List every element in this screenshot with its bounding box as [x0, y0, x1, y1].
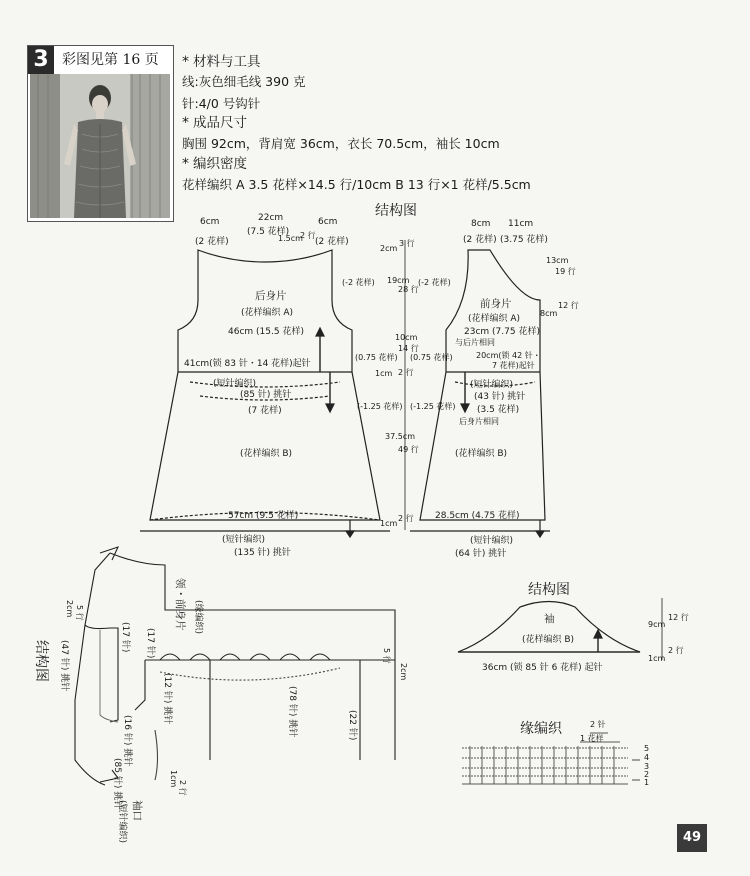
- cuff-2row: 2 行: [178, 780, 187, 796]
- mid-1cm: 1cm: [375, 369, 393, 378]
- back-2pat-right: (2 花样): [315, 237, 349, 247]
- mid-375cm: 37.5cm: [385, 432, 416, 441]
- front-same-as-back-2: 后身片相同: [459, 417, 499, 426]
- front-piece-title: 前身片: [480, 298, 512, 310]
- mid-1cm-bottom: 1cm: [380, 519, 398, 528]
- edge-47-pickup: (47 针) 挑针: [59, 640, 69, 692]
- mid-125-left: (-1.25 花样): [357, 402, 403, 411]
- edge-diagram-title: 结构图: [33, 640, 49, 682]
- edge-knit-row-5: 5: [644, 744, 650, 753]
- edge-16-pickup: (16 针) 挑针: [122, 715, 132, 767]
- front-375pat: (3.75 花样): [500, 235, 548, 245]
- back-7pat: (7 花样): [248, 406, 282, 416]
- back-22cm-label: 22cm: [258, 213, 284, 223]
- front-pattern-b: (花样编织 B): [455, 449, 508, 459]
- mid-49row: 49 行: [398, 445, 419, 454]
- sleeve-width: 36cm (锁 85 针 6 花样) 起针: [482, 663, 603, 673]
- mid-075-left: (0.75 花样): [355, 353, 398, 362]
- see-page-note: 彩图见第 16 页: [62, 52, 159, 68]
- back-15cm: 1.5cm: [278, 234, 303, 243]
- sleeve-12row: 12 行: [668, 613, 689, 622]
- cuff-edge-stitch: (短针编织): [117, 800, 127, 844]
- front-2pat: (2 花样): [463, 235, 497, 245]
- back-85-pickup: (85 针) 挑针: [240, 390, 292, 400]
- page-number: 49: [677, 824, 707, 852]
- sleeve-1cm: 1cm: [648, 654, 666, 663]
- back-75pat-label: (7.5 花样): [247, 227, 290, 237]
- edge-knit-row-2: 2: [644, 770, 650, 779]
- back-pattern-b: (花样编织 B): [240, 449, 293, 459]
- back-start-chain: 41cm(锁 83 针・14 花样)起针: [184, 359, 311, 369]
- back-hem-short: (短针编织): [222, 535, 266, 545]
- mid-3row: 3 行: [399, 239, 415, 248]
- edge-2cm: 2cm: [65, 600, 74, 618]
- size-spec: 胸围 92cm，背肩宽 36cm，衣长 70.5cm，袖长 10cm: [182, 136, 500, 151]
- edge-5row-b: 5 行: [382, 648, 391, 664]
- back-hem-width: 57cm (9.5 花样): [228, 511, 299, 521]
- edge-knit-row-3: 3: [644, 762, 650, 771]
- front-same-as-back: 与后片相同: [455, 338, 495, 347]
- edge-knit-pattern: 1 花样: [580, 734, 604, 743]
- edge-22: (22 针): [347, 710, 357, 741]
- edge-12-pickup: (12 针) 挑针: [162, 673, 172, 725]
- edge-front-label: 领・前身片: [174, 578, 186, 631]
- front-43-pickup: (43 针) 挑针: [474, 392, 526, 402]
- edge-17-a: (17 针): [120, 622, 130, 653]
- back-short-stitch: (短针编织): [213, 379, 257, 389]
- back-piece-title: 后身片: [255, 290, 287, 302]
- mid-2cm: 2cm: [380, 244, 398, 253]
- back-chest-width: 46cm (15.5 花样): [228, 327, 304, 337]
- back-6cm-right: 6cm: [318, 217, 338, 227]
- mid-10cm: 10cm: [395, 333, 418, 342]
- front-hem-width: 28.5cm (4.75 花样): [435, 511, 520, 521]
- edge-knit-row-4: 4: [644, 753, 650, 762]
- yarn-spec: 线:灰色细毛线 390 克: [182, 74, 306, 89]
- back-2row: 2 行: [300, 231, 316, 240]
- cuff-label: 袖口: [131, 800, 143, 821]
- sleeve-2row: 2 行: [668, 646, 684, 655]
- sleeve-diagram-title: 结构图: [528, 582, 570, 598]
- front-short-stitch: (短针编织): [470, 380, 514, 390]
- mid-2row-bottom: 2 行: [398, 514, 414, 523]
- edge-2cm-b: 2cm: [399, 663, 408, 681]
- mid-14row: 14 行: [398, 344, 419, 353]
- mid-19cm: 19cm: [387, 276, 410, 285]
- back-135-pickup: (135 针) 挑针: [234, 548, 291, 558]
- edge-knit-row-1: 1: [644, 778, 650, 787]
- front-8cm-right: 8cm: [540, 309, 558, 318]
- edge-knit-title: 缘编织: [520, 721, 562, 737]
- pattern-number-badge: 3: [28, 46, 54, 74]
- sleeve-9cm: 9cm: [648, 620, 666, 629]
- back-6cm-label: 6cm: [200, 217, 220, 227]
- front-12row: 12 行: [558, 301, 579, 310]
- front-19row: 19 行: [555, 267, 576, 276]
- edge-knit-label: (缘编织): [193, 600, 203, 635]
- front-8cm: 8cm: [471, 219, 491, 229]
- front-7pat-start: 7 花样)起针: [492, 361, 535, 370]
- mid-075-right: (0.75 花样): [410, 353, 453, 362]
- mid-neg2-left: (-2 花样): [342, 278, 375, 287]
- front-20cm: 20cm(锁 42 针・: [476, 351, 541, 360]
- gauge-heading: * 编织密度: [182, 156, 247, 172]
- gauge-spec: 花样编织 A 3.5 花样×14.5 行/10cm B 13 行×1 花样/5.5cm: [182, 177, 531, 192]
- edge-85-pickup: (85 针) 挑针: [112, 758, 122, 810]
- back-2pat-left: (2 花样): [195, 237, 229, 247]
- hook-spec: 针:4/0 号钩针: [182, 96, 261, 111]
- front-23cm: 23cm (7.75 花样): [464, 327, 540, 337]
- front-11cm: 11cm: [508, 219, 534, 229]
- front-64-pickup: (64 针) 挑针: [455, 549, 507, 559]
- size-heading: * 成品尺寸: [182, 115, 247, 131]
- materials-heading: * 材料与工具: [182, 54, 261, 70]
- front-35pat: (3.5 花样): [477, 405, 520, 415]
- sleeve-label: 袖: [544, 613, 555, 625]
- front-13cm: 13cm: [546, 256, 569, 265]
- sleeve-pattern-b: (花样编织 B): [522, 635, 575, 645]
- mid-2row: 2 行: [398, 368, 414, 377]
- edge-17-b: (17 针): [145, 628, 155, 659]
- mid-125-right: (-1.25 花样): [410, 402, 456, 411]
- edge-5row: 5 行: [75, 605, 84, 621]
- front-hem-short: (短针编织): [470, 536, 514, 546]
- edge-78-pickup: (78 针) 挑针: [287, 686, 297, 738]
- mid-neg2-right: (-2 花样): [418, 278, 451, 287]
- mid-28row: 28 行: [398, 285, 419, 294]
- edge-knit-stitch: 2 针: [590, 720, 606, 729]
- back-pattern-a: (花样编织 A): [241, 308, 294, 318]
- cuff-1cm: 1cm: [169, 770, 178, 788]
- front-pattern-a: (花样编织 A): [468, 314, 521, 324]
- main-diagram-title: 结构图: [375, 203, 417, 219]
